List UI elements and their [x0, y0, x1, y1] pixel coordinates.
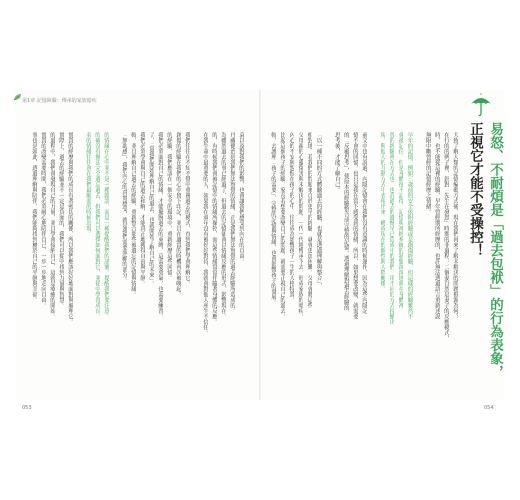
left-page-text-column: 的情緒在心中並不是一種錯誤，而是一種提醒我們的訊號，提醒我們要注意。 [103, 132, 109, 319]
right-page-text-column: 內心的不安與怨恨在孩子的心中，往往成為影響孩子一生的人格特質。 [288, 132, 295, 303]
page-number-right: 054 [484, 405, 494, 411]
right-page-text-column: 曾的經驗裡在方式也，也許過去的遺憾早已造成中的我們，用不同的方式持續出 [388, 132, 395, 325]
left-page-text-column: 為雖然過去的事已經過了，但過去的記憶卻會以情緒反應的形式，影響現在。 [220, 132, 226, 319]
right-page-text-column: 父母親的心靈傷害與未解決的問題，一代一代地傳承下去，形成家族的暗疾。 [297, 132, 304, 319]
right-page-text-column: 在行的的例子裡，針對「先生在發怒」時期的非過程：二個妻自然是妻子的反應模式， [442, 132, 449, 341]
right-page-text-column: 「以一種不同的方式體驗過去的經驗，也就是透過理解與整合」， [315, 132, 322, 289]
chapter-heading-line-2: 正視它才能不受操控！ [467, 122, 483, 257]
right-page-text-column: 的「反覆思考」，使原本的經驗整合成完整的記憶。透過理解對過去經驗的 [342, 132, 349, 311]
left-page-text-column [112, 132, 118, 392]
left-page-text-column: 了，「當我們開始理解自己的過去，也就開始了解自己的未來」。 [148, 132, 154, 286]
right-page-text-column: 時，也不能從這裡的經驗，早年曾經期所經歷的，也許無法透過語言重新述說 [433, 132, 440, 319]
left-page-text-column: 名的情緒往往會在我們最脆弱的時候出現。 [85, 132, 91, 237]
right-page-text-column: 現，與他人的互動方式中表現出來，構成現在的個性與人際關係。 [379, 132, 386, 292]
left-page-text-column: 我們必須學會與自己的過去和解，才能真正地獲得自由與平靜。 [139, 132, 145, 286]
right-page-text-column: 會被記住，但是身體卻不記得，記憶與神經系統的狀態深深地刻在身體裡， [397, 132, 404, 314]
left-page-text-column: 創傷的經驗在我們的心中留下印記，並且在適當的時機再次被喚起。 [175, 132, 181, 297]
right-page-text-column: 較，去護理「孩子的需要」，完整的記憶與情緒，也會影響孩子的發展。 [270, 132, 276, 306]
right-page-text-column [370, 132, 376, 392]
umbrella-icon [468, 92, 494, 118]
left-page-text-column: 「無助感」，我們內心的真實感受，就是我們需要照顧的部分。 [121, 132, 127, 284]
right-page-text-column [325, 132, 331, 392]
left-page-text-column: 丹藏健治到我們無法察覺的情緒，正是我們無法察覺的過去經驗所造成的。 [229, 132, 235, 314]
book-gutter [259, 90, 261, 400]
chapter-heading-line-1: 易怒、不耐煩是「過去包袱」的行為表象， [487, 122, 503, 379]
left-page-text-column [193, 132, 199, 392]
left-page-text-column: 實際上，過去的經驗並不一定是負面的，我們可以從中找到力量與智慧。 [58, 132, 64, 308]
right-page-text-column: 大致了解人類的記憶編碼方式後，現在我們再來了解未解決的問題根源為何？ [452, 132, 458, 319]
left-page-text-column: 的確沒有辦法完全遺忘過去，但我們可以選擇如何面對它，並從中學習成長。 [94, 132, 100, 319]
left-page-text-column: 事也是如此，透過理解與陪伴，我們能夠找到屬於自己的平靜與幸福。 [31, 132, 37, 303]
left-page-text-column: 我們必須面對自己的情緒，才能擺脫過去的束縛，這需要勇氣，也需要練習。 [157, 132, 163, 319]
left-page-text-column: 實質的改變需要時間，我們必須耐心地陪伴自己，一步一步地走向自由。 [40, 132, 46, 308]
right-page-text-column: 相對地，若我們的問題來自於更早的經驗，就會更加困難。父母會將這些 [306, 132, 313, 308]
left-page-text-column: 的，有時候我們會被記憶中的情緒所操控，而這些情緒常常伴隨著身體的反應。 [211, 132, 217, 325]
left-page-text-column: 袁以及對我們的影響，也會讓我們感受到內在的自由。 [238, 132, 244, 264]
page-number-left: 053 [22, 405, 32, 411]
right-page-text-column: 早年的記憶，例如三歲前的安全依附經驗或是創傷經驗，但這樣的經驗雖然不 [406, 132, 413, 319]
right-page-text-column: 無限中斷曾經的記憶經歷之情緒。 [424, 132, 431, 215]
left-page-text-column: 我們往往在不知不覺中重複過去的模式，直到我們學會理解它。 [184, 132, 190, 286]
left-page-text-column: 較，並且理解自己過去的經驗，重新整合那些被遺忘的記憶與情緒。 [130, 132, 136, 297]
right-page-text-column: 憶不會的回憶，也只是我在當下感受到的情緒，所以，如果想要改變，就需要 [351, 132, 358, 319]
right-page-text-column: 比起這個孩子的經驗，家長若想要改變自己的問題，就需要正視自己的過去。 [279, 132, 286, 319]
left-page-text-column: 在我生命中最重要的人，如果我在童年沒有被好好對待，我就會對他人產生不信任。 [202, 132, 208, 336]
right-page-text-column [416, 132, 422, 392]
running-header: 第1章 記憶障礙：傳承的家族暗疾 [22, 98, 97, 104]
left-page-text-column: 實質的經歷與我們的成長有著密切的關係，所以我們應該好好地面對與處理它。 [67, 132, 73, 325]
right-page-text-column: 思考後，才能了解自己。 [333, 132, 340, 193]
left-page-text-column [76, 132, 82, 392]
left-page-text-column: 的過程中，我們會發現自己的力量，並且學會接納自己，這就是療癒的開始。 [49, 132, 55, 319]
left-page-text-column: 的經驗，我們應該在一個安全的環境中，重新經歷這些回憶。 [166, 132, 172, 281]
right-page-text-column: 前文中也有說過，內隱記憶會在我們沒有意識的時候運作，因為這些內隱記 [361, 132, 367, 314]
